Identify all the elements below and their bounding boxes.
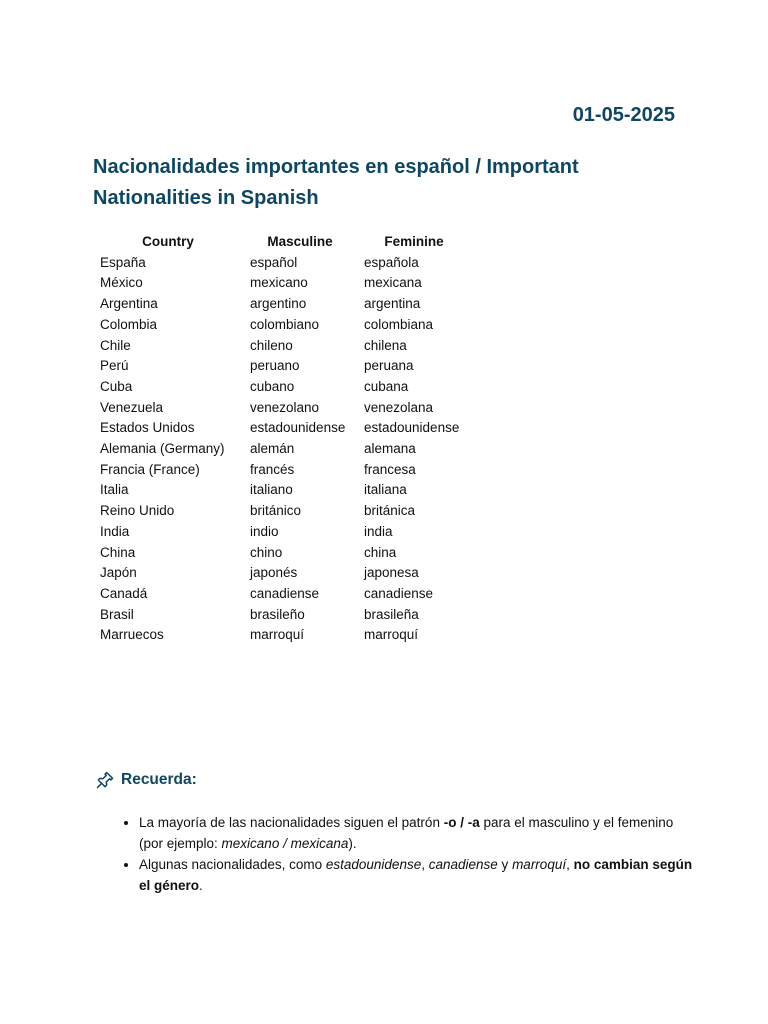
table-row bbox=[93, 460, 471, 481]
cell-feminine: mexicana bbox=[364, 275, 422, 291]
cell-country: Brasil bbox=[100, 606, 134, 622]
cell-masculine: indio bbox=[250, 523, 279, 539]
cell-country: Argentina bbox=[100, 296, 158, 312]
note-emphasis-bold: no cambian según el género bbox=[139, 857, 693, 893]
cell-feminine: cubana bbox=[364, 378, 409, 394]
table-header-row bbox=[93, 232, 471, 253]
table-row bbox=[93, 294, 471, 315]
cell-masculine: argentino bbox=[250, 296, 307, 312]
cell-feminine: china bbox=[364, 544, 397, 560]
cell-country: Reino Unido bbox=[100, 503, 175, 519]
table-row bbox=[93, 605, 471, 626]
list-item bbox=[139, 854, 699, 896]
table-row bbox=[93, 336, 471, 357]
cell-country: Marruecos bbox=[100, 627, 164, 643]
note-example-italic: marroquí bbox=[512, 857, 567, 872]
note-text: . bbox=[199, 878, 203, 893]
cell-masculine: francés bbox=[250, 461, 295, 477]
cell-feminine: estadounidense bbox=[364, 420, 460, 436]
cell-feminine: francesa bbox=[364, 461, 416, 477]
cell-country: Perú bbox=[100, 358, 129, 374]
cell-feminine: india bbox=[364, 523, 393, 539]
cell-country: Japón bbox=[100, 565, 137, 581]
note-example-italic: estadounidense bbox=[325, 857, 422, 872]
table-row bbox=[93, 377, 471, 398]
cell-masculine: venezolano bbox=[250, 399, 320, 415]
cell-feminine: española bbox=[364, 254, 419, 270]
cell-feminine: argentina bbox=[364, 296, 421, 312]
cell-masculine: japonés bbox=[250, 565, 298, 581]
note-text: y bbox=[497, 857, 513, 872]
cell-country: Venezuela bbox=[100, 399, 164, 415]
cell-country: México bbox=[100, 275, 143, 291]
cell-country: Colombia bbox=[100, 316, 158, 332]
table-body bbox=[93, 253, 471, 646]
cell-masculine: colombiano bbox=[250, 316, 320, 332]
document-date: 01-05-2025 bbox=[572, 104, 675, 126]
table-row bbox=[93, 480, 471, 501]
cell-country: Canadá bbox=[100, 585, 148, 601]
column-header-masculine: Masculine bbox=[267, 234, 333, 249]
cell-feminine: peruana bbox=[364, 358, 414, 374]
cell-feminine: japonesa bbox=[364, 565, 419, 581]
table-row bbox=[93, 522, 471, 543]
note-text: , bbox=[421, 857, 429, 872]
table-row bbox=[93, 563, 471, 584]
cell-masculine: chileno bbox=[250, 337, 293, 353]
cell-masculine: cubano bbox=[250, 378, 295, 394]
cell-feminine: alemana bbox=[364, 441, 416, 457]
recuerda-label: Recuerda: bbox=[121, 771, 197, 788]
cell-feminine: chilena bbox=[364, 337, 407, 353]
table-row bbox=[93, 543, 471, 564]
page-title: Nacionalidades importantes en español / Important Nationalities in Spanish bbox=[93, 156, 579, 209]
table-row bbox=[93, 398, 471, 419]
cell-feminine: marroquí bbox=[364, 627, 419, 643]
cell-masculine: brasileño bbox=[250, 606, 305, 622]
cell-country: Cuba bbox=[100, 378, 133, 394]
table-row bbox=[93, 584, 471, 605]
table-row bbox=[93, 439, 471, 460]
cell-country: China bbox=[100, 544, 136, 560]
cell-feminine: italiana bbox=[364, 482, 407, 498]
notes-list bbox=[114, 812, 699, 896]
cell-country: Chile bbox=[100, 337, 131, 353]
cell-feminine: venezolana bbox=[364, 399, 434, 415]
nationalities-table bbox=[93, 232, 471, 646]
note-example-italic: mexicano / mexicana bbox=[221, 836, 349, 851]
cell-country: Francia (France) bbox=[100, 461, 200, 477]
table-row bbox=[93, 273, 471, 294]
cell-feminine: británica bbox=[364, 503, 416, 519]
note-example-italic: canadiense bbox=[428, 857, 498, 872]
cell-country: Italia bbox=[100, 482, 129, 498]
cell-masculine: mexicano bbox=[250, 275, 308, 291]
table-row bbox=[93, 315, 471, 336]
cell-country: Alemania (Germany) bbox=[100, 441, 225, 457]
cell-country: Estados Unidos bbox=[100, 420, 195, 436]
table-row bbox=[93, 418, 471, 439]
note-text: Algunas nacionalidades, como bbox=[139, 857, 326, 872]
cell-country: España bbox=[100, 254, 146, 270]
pushpin-icon bbox=[95, 770, 115, 790]
cell-masculine: español bbox=[250, 254, 298, 270]
list-item bbox=[139, 812, 699, 854]
cell-masculine: marroquí bbox=[250, 627, 305, 643]
note-text: ). bbox=[348, 836, 357, 851]
table-row bbox=[93, 356, 471, 377]
note-pattern-bold: -o / -a bbox=[443, 815, 480, 830]
note-text: La mayoría de las nacionalidades siguen el patrón bbox=[139, 815, 444, 830]
cell-feminine: canadiense bbox=[364, 585, 434, 601]
table-row bbox=[93, 501, 471, 522]
cell-masculine: estadounidense bbox=[250, 420, 346, 436]
note-text: , bbox=[566, 857, 574, 872]
cell-masculine: canadiense bbox=[250, 585, 320, 601]
cell-masculine: chino bbox=[250, 544, 283, 560]
note-text: para el masculino y el femenino (por ejemplo: bbox=[139, 815, 674, 851]
column-header-country: Country bbox=[142, 234, 194, 249]
table-row bbox=[93, 625, 471, 646]
cell-masculine: italiano bbox=[250, 482, 293, 498]
table-row bbox=[93, 253, 471, 274]
cell-masculine: británico bbox=[250, 503, 302, 519]
cell-masculine: alemán bbox=[250, 441, 295, 457]
cell-feminine: brasileña bbox=[364, 606, 419, 622]
cell-masculine: peruano bbox=[250, 358, 300, 374]
cell-feminine: colombiana bbox=[364, 316, 434, 332]
recuerda-heading bbox=[95, 770, 197, 790]
cell-country: India bbox=[100, 523, 130, 539]
column-header-feminine: Feminine bbox=[384, 234, 444, 249]
